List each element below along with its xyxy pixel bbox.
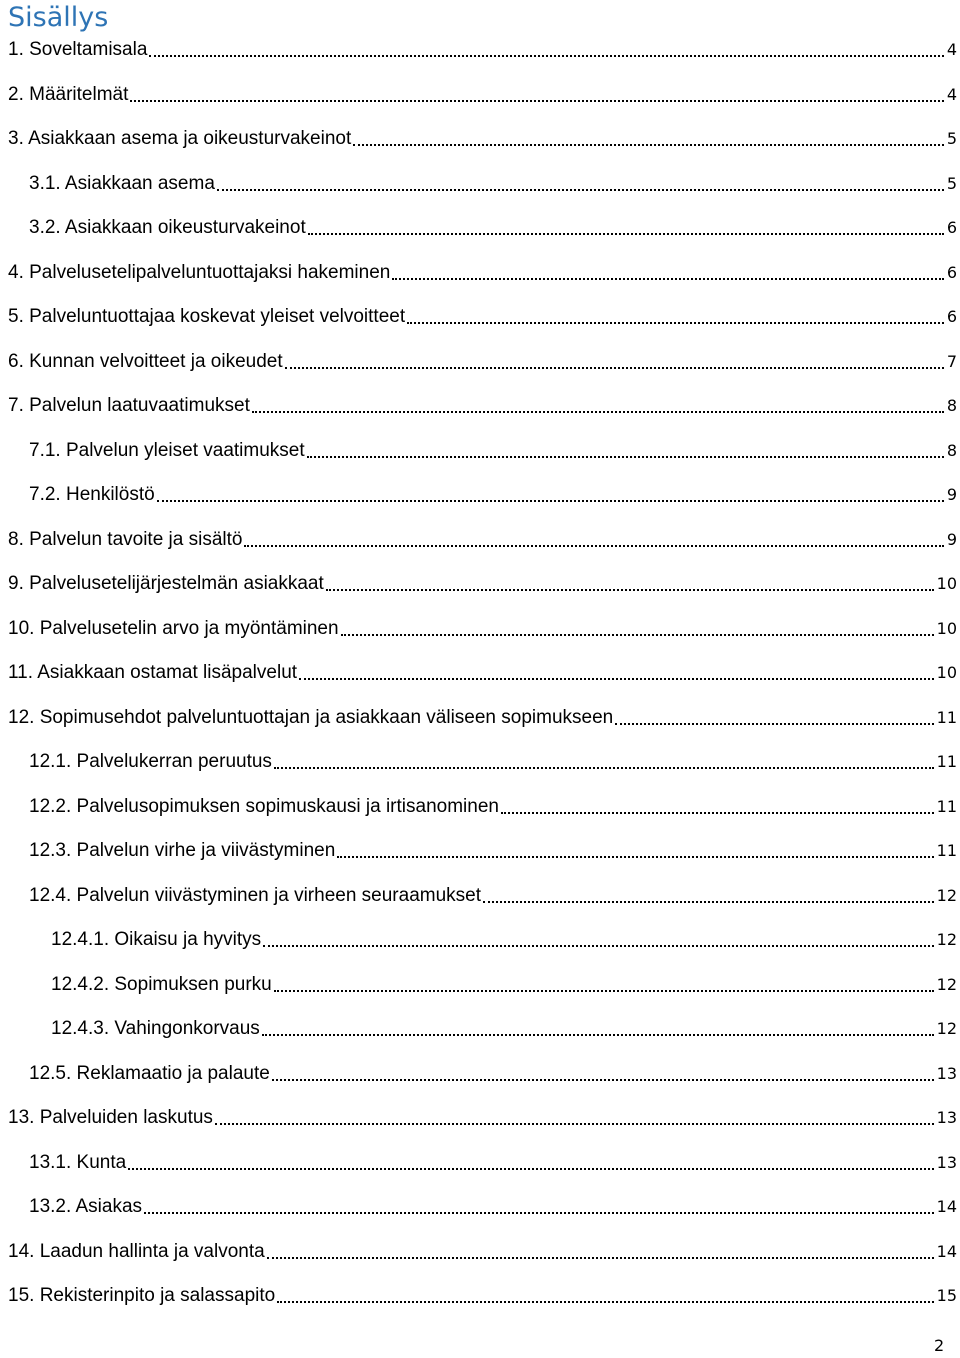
toc-entry-page-number: 12 (936, 886, 957, 905)
toc-entry[interactable] (8, 123, 957, 151)
toc-entry-page-number: 13 (936, 1153, 957, 1172)
toc-entry-label: 12. Sopimusehdot palveluntuottajan ja asiakkaan väliseen sopimukseen (8, 707, 614, 728)
toc-entry[interactable] (51, 1013, 957, 1041)
toc-entry-label: 7. Palvelun laatuvaatimukset (8, 395, 250, 416)
toc-dot-leader (244, 528, 943, 552)
toc-entry-page-number: 10 (936, 574, 957, 593)
toc-entry[interactable] (8, 657, 957, 685)
toc-dot-leader (353, 127, 944, 151)
toc-dot-leader (483, 884, 934, 908)
toc-entry[interactable] (8, 79, 957, 107)
toc-entry-label: 5. Palveluntuottajaa koskevat yleiset velvoitteet (8, 306, 406, 327)
toc-entry-page-number: 5 (946, 129, 957, 148)
toc-entry-label: 12.5. Reklamaatio ja palaute (29, 1063, 270, 1084)
toc-dot-leader (130, 83, 943, 107)
toc-dot-leader (215, 1106, 934, 1130)
toc-entry-label: 13.1. Kunta (29, 1152, 127, 1173)
toc-entry[interactable] (8, 257, 957, 285)
toc-entry-label: 7.1. Palvelun yleiset vaatimukset (29, 440, 305, 461)
toc-entry-page-number: 12 (936, 930, 957, 949)
toc-entry-label: 11. Asiakkaan ostamat lisäpalvelut (8, 662, 298, 683)
toc-entry-page-number: 11 (936, 752, 957, 771)
toc-entry-page-number: 4 (946, 85, 957, 104)
toc-entry-page-number: 5 (946, 174, 957, 193)
toc-dot-leader (337, 839, 933, 863)
toc-dot-leader (144, 1195, 934, 1219)
toc-entry-label: 12.4. Palvelun viivästyminen ja virheen seuraamukset (29, 885, 482, 906)
toc-entry[interactable] (29, 435, 957, 463)
toc-entry-page-number: 12 (936, 1019, 957, 1038)
toc-entry-page-number: 14 (936, 1197, 957, 1216)
toc-entry[interactable] (8, 1236, 957, 1264)
toc-entry-page-number: 13 (936, 1108, 957, 1127)
toc-entry[interactable] (29, 168, 957, 196)
toc-entry[interactable] (29, 835, 957, 863)
toc-entry-page-number: 9 (946, 485, 957, 504)
toc-entry-label: 3.1. Asiakkaan asema (29, 173, 215, 194)
toc-entry[interactable] (29, 212, 957, 240)
toc-entry-label: 13. Palveluiden laskutus (8, 1107, 213, 1128)
toc-dot-leader (307, 439, 944, 463)
toc-dot-leader (501, 795, 934, 819)
toc-entry-page-number: 7 (946, 352, 957, 371)
toc-entry-page-number: 10 (936, 619, 957, 638)
toc-entry[interactable] (51, 969, 957, 997)
toc-entry-label: 12.2. Palvelusopimuksen sopimuskausi ja irtisanominen (29, 796, 499, 817)
toc-dot-leader (217, 172, 944, 196)
toc-entry-label: 8. Palvelun tavoite ja sisältö (8, 529, 243, 550)
toc-entry-label: 12.4.3. Vahingonkorvaus (51, 1018, 260, 1039)
toc-dot-leader (326, 572, 934, 596)
toc-dot-leader (274, 973, 934, 997)
footer-page-number: 2 (934, 1336, 945, 1355)
toc-entry-page-number: 14 (936, 1242, 957, 1261)
toc-dot-leader (274, 750, 934, 774)
toc-dot-leader (262, 1017, 934, 1041)
toc-entry[interactable] (8, 613, 957, 641)
toc-entry[interactable] (29, 1147, 957, 1175)
toc-entry[interactable] (29, 746, 957, 774)
toc-entry[interactable] (51, 924, 957, 952)
toc-dot-leader (285, 350, 944, 374)
toc-dot-leader (308, 216, 944, 240)
toc-entry-page-number: 6 (946, 218, 957, 237)
toc-title: Sisällys (8, 2, 109, 33)
toc-entry[interactable] (29, 880, 957, 908)
toc-entry[interactable] (8, 301, 957, 329)
toc-dot-leader (267, 1240, 934, 1264)
toc-entry-page-number: 13 (936, 1064, 957, 1083)
toc-entry-page-number: 11 (936, 797, 957, 816)
toc-entry[interactable] (29, 791, 957, 819)
toc-entry[interactable] (8, 702, 957, 730)
toc-dot-leader (149, 38, 943, 62)
toc-entry-label: 3. Asiakkaan asema ja oikeusturvakeinot (8, 128, 352, 149)
toc-dot-leader (128, 1151, 933, 1175)
toc-entry-label: 12.3. Palvelun virhe ja viivästyminen (29, 840, 336, 861)
toc-entry-page-number: 4 (946, 40, 957, 59)
toc-entry-label: 12.1. Palvelukerran peruutus (29, 751, 272, 772)
toc-entry-page-number: 9 (946, 530, 957, 549)
toc-entry-label: 7.2. Henkilöstö (29, 484, 155, 505)
toc-dot-leader (299, 661, 934, 685)
toc-entry[interactable] (8, 1280, 957, 1308)
toc-entry[interactable] (8, 1102, 957, 1130)
toc-dot-leader (277, 1284, 933, 1308)
toc-entry[interactable] (8, 568, 957, 596)
toc-entry[interactable] (29, 1191, 957, 1219)
toc-entry-label: 3.2. Asiakkaan oikeusturvakeinot (29, 217, 306, 238)
toc-dot-leader (615, 706, 933, 730)
toc-entry-label: 4. Palvelusetelipalveluntuottajaksi hakeminen (8, 262, 391, 283)
toc-entry-page-number: 8 (946, 441, 957, 460)
toc-entry-page-number: 6 (946, 263, 957, 282)
toc-dot-leader (407, 305, 944, 329)
toc-entry-label: 12.4.1. Oikaisu ja hyvitys (51, 929, 262, 950)
toc-entry-label: 6. Kunnan velvoitteet ja oikeudet (8, 351, 283, 372)
toc-entry[interactable] (29, 479, 957, 507)
toc-entry-page-number: 15 (936, 1286, 957, 1305)
toc-entry-label: 12.4.2. Sopimuksen purku (51, 974, 272, 995)
toc-dot-leader (157, 483, 944, 507)
toc-entry[interactable] (8, 346, 957, 374)
toc-entry-page-number: 6 (946, 307, 957, 326)
toc-entry-label: 9. Palvelusetelijärjestelmän asiakkaat (8, 573, 324, 594)
toc-entry-page-number: 10 (936, 663, 957, 682)
toc-entry-label: 10. Palvelusetelin arvo ja myöntäminen (8, 618, 339, 639)
toc-dot-leader (252, 394, 944, 418)
toc-entry[interactable] (29, 1058, 957, 1086)
toc-dot-leader (341, 617, 934, 641)
toc-entry[interactable] (8, 390, 957, 418)
toc-entry-label: 2. Määritelmät (8, 84, 129, 105)
toc-entry-label: 13.2. Asiakas (29, 1196, 143, 1217)
toc-entry-page-number: 11 (936, 841, 957, 860)
toc-entry-label: 1. Soveltamisala (8, 39, 148, 60)
toc-entry-page-number: 12 (936, 975, 957, 994)
toc-dot-leader (392, 261, 943, 285)
toc-entry-page-number: 11 (936, 708, 957, 727)
toc-entry-label: 15. Rekisterinpito ja salassapito (8, 1285, 276, 1306)
toc-dot-leader (272, 1062, 934, 1086)
toc-entry[interactable] (8, 524, 957, 552)
toc-entry-label: 14. Laadun hallinta ja valvonta (8, 1241, 265, 1262)
toc-entry-page-number: 8 (946, 396, 957, 415)
toc-dot-leader (263, 928, 933, 952)
toc-entry[interactable] (8, 34, 957, 62)
